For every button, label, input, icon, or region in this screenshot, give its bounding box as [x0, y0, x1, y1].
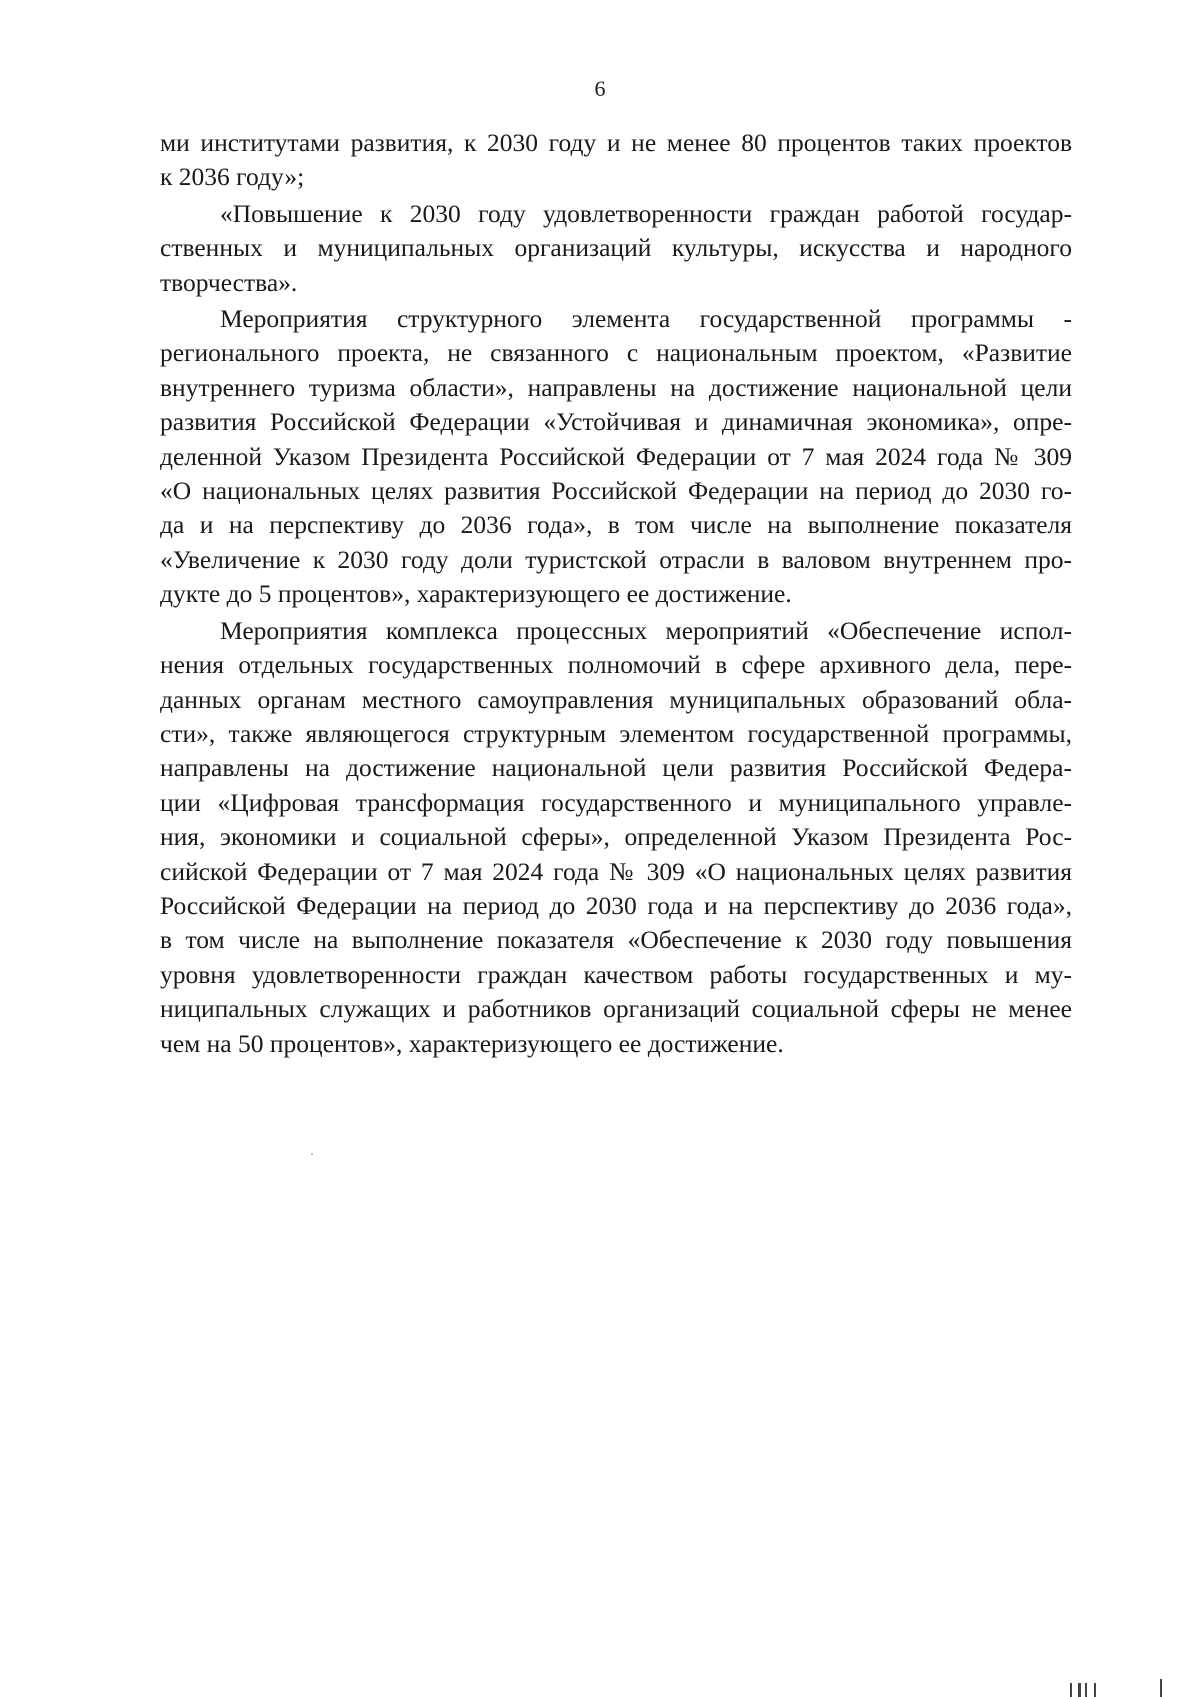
barcode-mark — [1070, 1683, 1072, 1697]
text-line: творчества». — [160, 267, 298, 297]
text-line: ми институтами развития, к 2030 году и не менее 80 процентов таких проектов — [160, 128, 1072, 157]
scan-dot — [311, 1153, 313, 1155]
text-line: в том числе на выполнение показателя «Обеспечение к 2030 году повышения — [160, 925, 1072, 955]
text-line: «Увеличение к 2030 году доли туристской отрасли в валовом внутреннем про- — [160, 544, 1072, 574]
text-line: развития Российской Федерации «Устойчивая и динамичная экономика», опре- — [160, 407, 1072, 437]
text-line: направлены на достижение национальной цели развития Российской Федера- — [160, 753, 1072, 783]
text-line: регионального проекта, не связанного с национальным проектом, «Развитие — [160, 338, 1072, 368]
text-line: ственных и муниципальных организаций культуры, искусства и народного — [160, 233, 1072, 263]
text-line: да и на перспективу до 2036 года», в том числе на выполнение показателя — [160, 510, 1072, 540]
barcode-mark — [1160, 1679, 1162, 1697]
barcode-mark — [1078, 1683, 1081, 1697]
barcode-mark — [1085, 1683, 1087, 1697]
text-line: Мероприятия комплекса процессных мероприятий «Обеспечение испол- — [220, 615, 1072, 645]
text-line: внутреннего туризма области», направлены на достижение национальной цели — [160, 372, 1072, 402]
text-line: «Повышение к 2030 году удовлетворенности граждан работой государ- — [220, 198, 1072, 228]
text-line: «О национальных целях развития Российской Федерации на период до 2030 го- — [160, 476, 1072, 506]
document-body — [160, 126, 1072, 1061]
text-line: нения отдельных государственных полномочий в сфере архивного дела, пере- — [160, 650, 1072, 680]
text-line: ции «Цифровая трансформация государственного и муниципального управле- — [160, 787, 1072, 817]
text-line: к 2036 году»; — [160, 162, 305, 192]
paragraph-2 — [160, 197, 1072, 300]
text-line: дукте до 5 процентов», характеризующего ее достижение. — [160, 579, 792, 609]
text-line: данных органам местного самоуправления муниципальных образований обла- — [160, 684, 1072, 714]
text-line: деленной Указом Президента Российской Федерации от 7 мая 2024 года № 309 — [160, 441, 1072, 471]
page-number: 6 — [594, 76, 606, 101]
paragraph-3 — [160, 302, 1072, 612]
text-line: уровня удовлетворенности граждан качеством работы государственных и му- — [160, 959, 1072, 989]
barcode-mark — [1094, 1683, 1096, 1697]
text-line: ниципальных служащих и работников организаций социальной сферы не менее — [160, 994, 1072, 1024]
text-line: сти», также являющегося структурным элементом государственной программы, — [160, 718, 1072, 748]
text-line: Мероприятия структурного элемента государственной программы - — [220, 304, 1072, 334]
text-line: ния, экономики и социальной сферы», определенной Указом Президента Рос- — [160, 822, 1072, 852]
paragraph-1 — [160, 126, 1072, 195]
paragraph-4 — [160, 614, 1072, 1061]
text-line: чем на 50 процентов», характеризующего ее достижение. — [160, 1028, 784, 1058]
text-line: сийской Федерации от 7 мая 2024 года № 309 «О национальных целях развития — [160, 856, 1072, 886]
text-line: Российской Федерации на период до 2030 года и на перспективу до 2036 года», — [160, 890, 1072, 920]
